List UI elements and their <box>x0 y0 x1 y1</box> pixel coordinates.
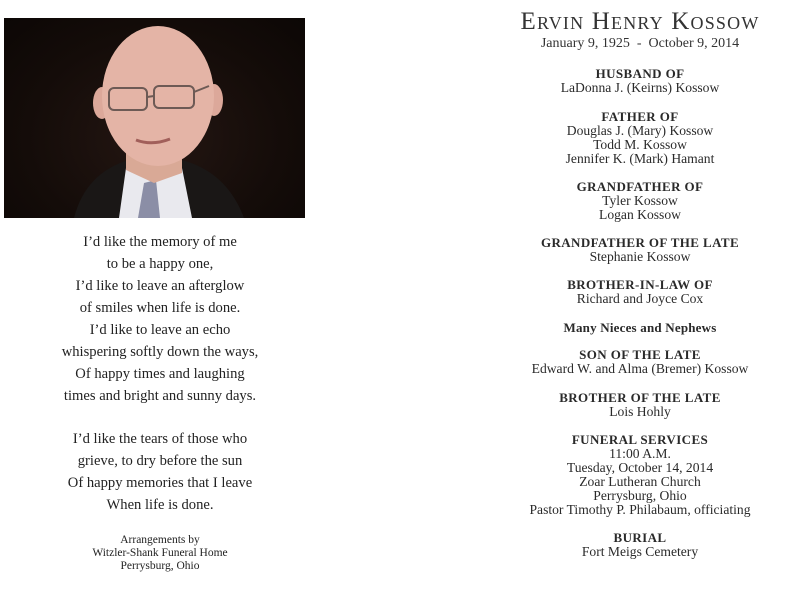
service-date: Tuesday, October 14, 2014 <box>566 460 714 475</box>
section-funeral-services <box>480 433 800 517</box>
poem-line: I’d like the tears of those who <box>72 431 248 447</box>
section-line: Stephanie Kossow <box>589 249 691 264</box>
service-officiant: Pastor Timothy P. Philabaum, officiating <box>529 502 751 517</box>
poem-line: whispering softly down the ways, <box>61 344 259 360</box>
service-time: 11:00 A.M. <box>609 446 671 461</box>
section-heading: FATHER OF <box>601 109 679 124</box>
funeral-home-name: Witzler-Shank Funeral Home <box>92 547 228 559</box>
right-page <box>480 0 800 600</box>
section-line: LaDonna J. (Keirns) Kossow <box>560 80 720 95</box>
poem-line: times and bright and sunny days. <box>63 388 257 404</box>
deceased-name: Ervin Henry Kossow <box>520 8 760 35</box>
arrangements-line: Arrangements by <box>120 534 200 546</box>
section-heading: GRANDFATHER OF <box>576 179 704 194</box>
section-heading: HUSBAND OF <box>595 66 685 81</box>
section-grandfather-of-the-late <box>480 236 800 264</box>
service-location: Perrysburg, Ohio <box>593 488 687 503</box>
section-heading: FUNERAL SERVICES <box>571 432 709 447</box>
poem-line: I’d like the memory of me <box>83 234 237 250</box>
section-son-of-the-late <box>480 348 800 376</box>
section-heading: BROTHER-IN-LAW OF <box>567 277 713 292</box>
section-heading: GRANDFATHER OF THE LATE <box>540 235 740 250</box>
poem-line: to be a happy one, <box>106 256 214 272</box>
poem-stanza-1 <box>40 231 280 407</box>
section-brother-in-law-of <box>480 278 800 306</box>
section-line: Douglas J. (Mary) Kossow <box>566 123 714 138</box>
life-dates: January 9, 1925 - October 9, 2014 <box>540 36 740 51</box>
poem-line: of smiles when life is done. <box>79 300 241 316</box>
section-heading: BURIAL <box>613 530 667 545</box>
section-line: Richard and Joyce Cox <box>576 291 704 306</box>
poem-line: Of happy memories that I leave <box>67 475 253 491</box>
section-father-of <box>480 110 800 166</box>
section-heading: BROTHER OF THE LATE <box>559 390 721 405</box>
section-heading: SON OF THE LATE <box>579 347 701 362</box>
funeral-home-location: Perrysburg, Ohio <box>120 560 200 572</box>
poem-line: I’d like to leave an afterglow <box>75 278 245 294</box>
section-line: Fort Meigs Cemetery <box>581 544 699 559</box>
section-husband-of <box>480 67 800 95</box>
section-line: Logan Kossow <box>599 207 681 222</box>
portrait-photo <box>4 18 305 218</box>
poem-line: When life is done. <box>106 497 214 513</box>
section-line: Edward W. and Alma (Bremer) Kossow <box>531 361 749 376</box>
service-venue: Zoar Lutheran Church <box>579 474 701 489</box>
arrangements-note <box>40 534 280 573</box>
poem-line: Of happy times and laughing <box>75 366 245 382</box>
poem-stanza-2 <box>40 428 280 516</box>
poem-line: I’d like to leave an echo <box>89 322 231 338</box>
section-nieces-nephews <box>480 321 800 335</box>
section-heading: Many Nieces and Nephews <box>563 320 717 335</box>
section-line: Jennifer K. (Mark) Hamant <box>565 151 715 166</box>
section-brother-of-the-late <box>480 391 800 419</box>
section-grandfather-of <box>480 180 800 222</box>
section-line: Tyler Kossow <box>602 193 678 208</box>
poem-line: grieve, to dry before the sun <box>77 453 243 469</box>
section-burial <box>480 531 800 559</box>
section-line: Lois Hohly <box>609 404 671 419</box>
section-line: Todd M. Kossow <box>593 137 687 152</box>
